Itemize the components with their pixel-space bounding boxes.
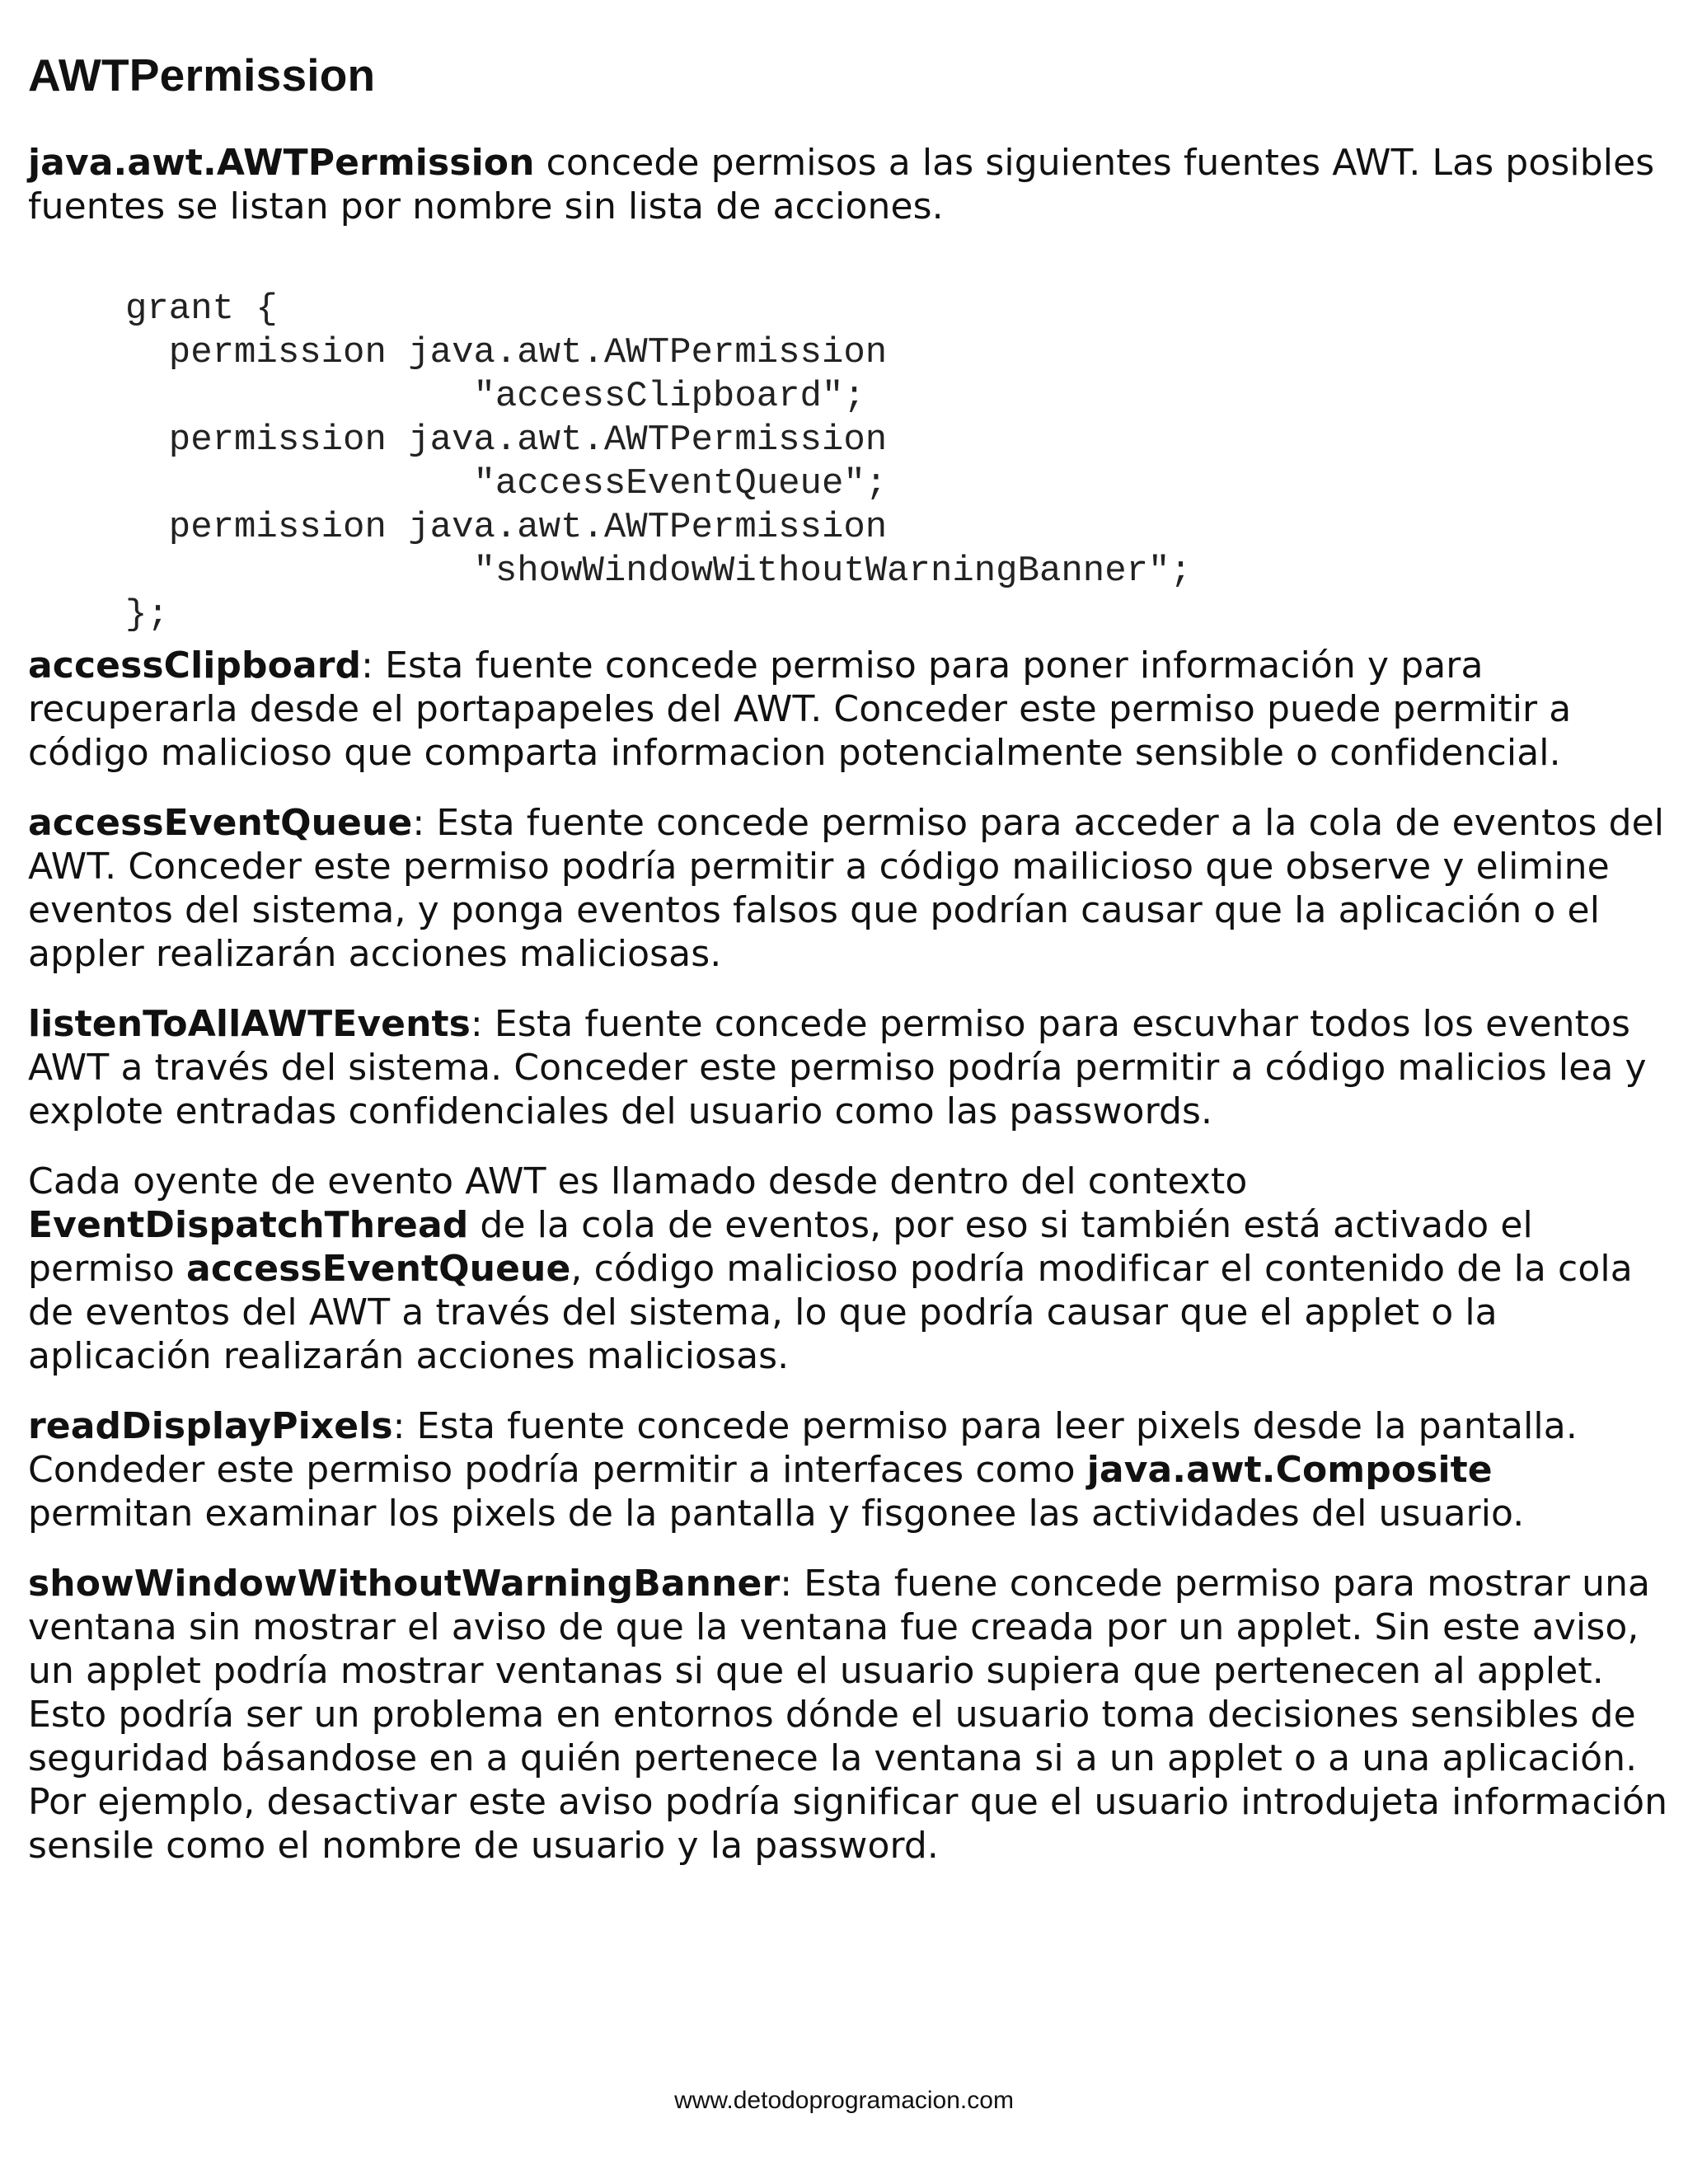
term-show-window-without-warning-banner: showWindowWithoutWarningBanner [28,1563,781,1605]
intro-term: java.awt.AWTPermission [28,142,535,185]
term-access-event-queue: accessEventQueue [28,802,413,845]
paragraph-event-dispatch-thread [28,1160,1668,1378]
term-access-clipboard: accessClipboard [28,644,362,687]
term-event-dispatch-thread: EventDispatchThread [28,1204,469,1247]
footer-url: www.detodoprogramacion.com [674,2087,1014,2114]
term-read-display-pixels: readDisplayPixels [28,1405,393,1448]
text-pixels-1: : Esta fuente concede permiso para leer pixels desde la pantalla. Condeder este permiso podría permitir a interfaces como [28,1405,1578,1492]
intro-text: concede permisos a las siguientes fuentes AWT. Las posibles fuentes se listan por nombre sin lista de acciones. [28,142,1655,228]
text-access-clipboard: : Esta fuente concede permiso para poner información y para recuperarla desde el portapapeles del AWT. Conceder este permiso puede permitir a código malicioso que comparta informacion potencialmente sensible o confidencial. [28,644,1572,775]
page-title: AWTPermission [28,49,376,101]
code-block: grant { permission java.awt.AWTPermission "accessClipboard"; permission java.awt.AWTPermission "accessEventQueue"; permission java.awt.AWTPermission "showWindowWithoutWarningBanner"; }; [125,288,1192,636]
paragraph-read-display-pixels [28,1404,1668,1535]
text-access-event-queue: : Esta fuente concede permiso para acceder a la cola de eventos del AWT. Conceder este permiso podría permitir a código mailicioso que observe y elimine eventos del sistema, y ponga eventos falsos que podrían causar que la aplicación o el appler realizarán acciones maliciosas. [28,802,1665,976]
paragraph-show-window-without-warning-banner [28,1562,1668,1868]
document-page [28,49,1668,1894]
intro-paragraph [28,141,1668,228]
text-show-window-without-warning-banner: : Esta fuene concede permiso para mostrar una ventana sin mostrar el aviso de que la ventana fue creada por un applet. Sin este aviso, un applet podría mostrar ventanas si que el usuario supiera que pertenecen al applet. Esto podría ser un problema en entornos dónde el usuario toma decisiones sensibles de seguridad básandose en a quién pertenece la ventana si a un applet o a una aplicación. Por ejemplo, desactivar este aviso podría significar que el usuario introdujeta información sensile como el nombre de usuario y la password. [28,1563,1668,1868]
text-listen-to-all-awt-events: : Esta fuente concede permiso para escuvhar todos los eventos AWT a través del sistema. Conceder este permiso podría permitir a código malicios lea y explote entradas confidenciales del usuario como las passwords. [28,1003,1647,1133]
paragraph-access-clipboard [28,644,1668,775]
term-listen-to-all-awt-events: listenToAllAWTEvents [28,1003,471,1046]
paragraph-listen-to-all-awt-events [28,1002,1668,1133]
paragraph-access-event-queue [28,801,1668,976]
text-dispatch-1: Cada oyente de evento AWT es llamado desde dentro del contexto [28,1160,1248,1203]
text-dispatch-2: de la cola de eventos, por eso si también está activado el permiso [28,1204,1533,1291]
term-access-event-queue-inline: accessEventQueue [186,1248,571,1291]
text-dispatch-3: , código malicioso podría modificar el contenido de la cola de eventos del AWT a través del sistema, lo que podría causar que el applet o la aplicación realizarán acciones maliciosas. [28,1248,1633,1378]
text-pixels-2: permitan examinar los pixels de la pantalla y fisgonee las actividades del usuario. [28,1493,1525,1535]
term-java-awt-composite: java.awt.Composite [1086,1449,1493,1492]
